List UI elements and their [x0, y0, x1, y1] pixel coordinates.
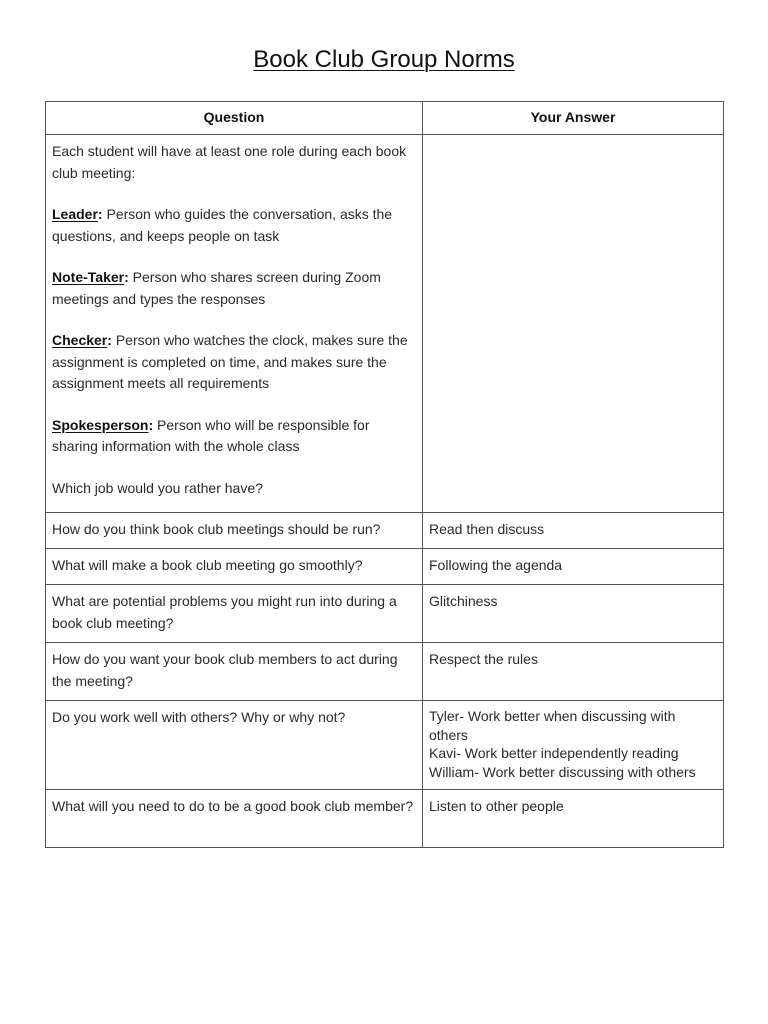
question-cell: What will make a book club meeting go smoothly?: [46, 549, 423, 585]
question-cell: How do you think book club meetings should be run?: [46, 513, 423, 549]
question-cell: How do you want your book club members to act during the meeting?: [46, 643, 423, 701]
answer-cell[interactable]: Listen to other people: [423, 790, 724, 848]
table-row: [46, 790, 724, 848]
answer-cell[interactable]: Glitchiness: [423, 585, 724, 643]
role-term: Leader: [52, 206, 98, 222]
answer-line: Kavi- Work better independently reading: [429, 745, 679, 761]
role-term: Checker: [52, 332, 108, 348]
question-cell: What are potential problems you might run into during a book club meeting?: [46, 585, 423, 643]
norms-table: [45, 101, 724, 848]
answer-cell[interactable]: [423, 701, 724, 790]
roles-intro: Each student will have at least one role during each book club meeting:: [52, 143, 407, 181]
question-cell: What will you need to do to be a good book club member?: [46, 790, 423, 848]
answer-cell[interactable]: Read then discuss: [423, 513, 724, 549]
role-term: Note-Taker: [52, 269, 125, 285]
table-row: [46, 701, 724, 790]
answer-line: Tyler- Work better when discussing with others: [429, 708, 676, 743]
table-row: [46, 549, 724, 585]
role-leader: Leader: Person who guides the conversation, asks the questions, and keeps people on task: [52, 206, 393, 244]
question-cell: [46, 135, 423, 513]
question-column-header: Question: [46, 102, 423, 135]
table-row: [46, 135, 724, 513]
answer-cell[interactable]: Following the agenda: [423, 549, 724, 585]
role-description: Person who shares screen during Zoom meetings and types the responses: [52, 269, 381, 307]
page-title: Book Club Group Norms: [253, 46, 515, 73]
answer-cell[interactable]: [423, 135, 724, 513]
answer-cell[interactable]: Respect the rules: [423, 643, 724, 701]
table-header-row: [46, 102, 724, 135]
question-cell: Do you work well with others? Why or why not?: [46, 701, 423, 790]
role-spokesperson: Spokesperson: Person who will be responsible for sharing information with the whole class: [52, 416, 370, 454]
answer-column-header: Your Answer: [423, 102, 724, 135]
role-checker: Checker: Person who watches the clock, makes sure the assignment is completed on time, and makes sure the assignment meets all requirements: [52, 332, 408, 391]
table-row: [46, 585, 724, 643]
role-note-taker: Note-Taker: Person who shares screen during Zoom meetings and types the responses: [52, 269, 381, 307]
table-row: [46, 643, 724, 701]
table-row: [46, 513, 724, 549]
role-description: Person who guides the conversation, asks the questions, and keeps people on task: [52, 206, 393, 244]
role-description: Person who watches the clock, makes sure the assignment is completed on time, and makes sure the assignment meets all requirements: [52, 332, 408, 391]
role-term: Spokesperson: [52, 416, 149, 433]
answer-line: William- Work better discussing with others: [429, 763, 696, 780]
role-description: Person who will be responsible for sharing information with the whole class: [52, 416, 370, 454]
roles-prompt: Which job would you rather have?: [52, 479, 263, 496]
